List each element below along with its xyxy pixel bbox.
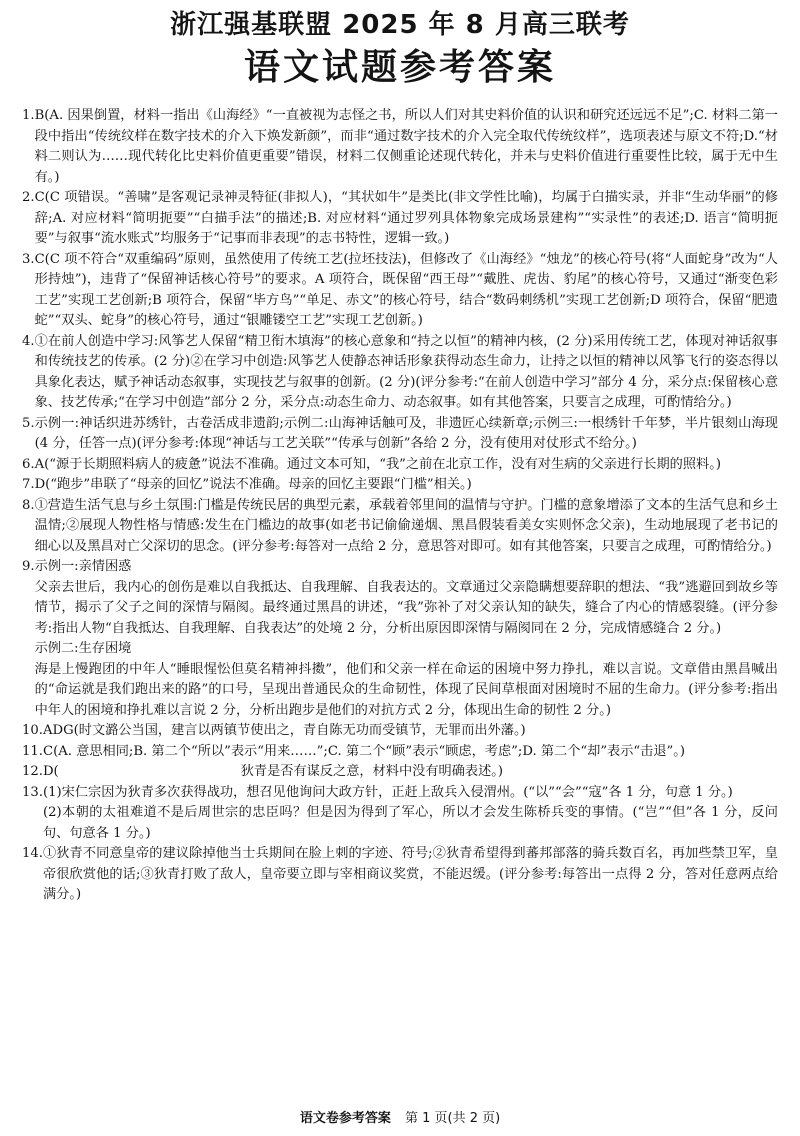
answer-text: ①营造生活气息与乡土氛围:门槛是传统民居的典型元素，承载着邻里间的温情与守护。门槛的意象增添了文本的生活气息和乡土温情;②展现人物性格与情感:发生在门槛边的故事(如老书记偷偷递烟、黑昌假装看美女实则怀念父亲)，生动地展现了老书记的细心以及黑昌对亡父深切的思念。(评分参考:每答对一点给 2 分，意思答对即可。如有其他答案，只要言之成理，可酌情给分。) <box>34 497 778 554</box>
answer-item-5 <box>22 414 778 455</box>
question-number: 10. <box>22 723 43 738</box>
document-title: 语文试题参考答案 <box>243 47 556 88</box>
answer-text: C(A. 意思相同;B. 第二个“所以”表示“用来……”;C. 第二个“顾”表示“顾虑，考虑”;D. 第二个“却”表示“击退”。) <box>42 743 686 759</box>
answer-item-9 <box>22 557 778 721</box>
translation-2: (2)本朝的太祖难道不是后周世宗的忠臣吗？但是因为得到了军心，所以才会发生陈桥兵变的事情。(“岂”“但”各 1 分，反问句、句意各 1 分。) <box>42 805 778 841</box>
answer-choice: D( <box>42 764 59 779</box>
question-number: 13. <box>22 784 43 800</box>
answer-text: ①在前人创造中学习:风筝艺人保留“精卫衔木填海”的核心意象和“持之以恒”的精神内核，(2 分)采用传统工艺，体现对神话叙事和传统技艺的传承。(2 分)②在学习中创造:风筝艺人使静态神话形象获得动态生命力，让持之以恒的精神以风筝飞行的姿态得以具象化表达，赋予神话动态叙事，实现技艺与叙事的创新。(2 分)(评分参考:“在前人创造中学习”部分 4 分，采分点:保留核心意象、技艺传承;“在学习中创造”部分 2 分，采分点:动态生命力、动态叙事。如有其他答案，只要言之成理，可酌情给分。) <box>34 333 778 410</box>
answer-text <box>35 557 778 721</box>
answer-text: 示例一:神话织进苏绣针，古卷活成非遗韵;示例二:山海神话触可及，非遗匠心续新章;示例三:一根绣针千年梦，半片银刻山海现(4 分，任答一点)(评分参考:体现“神话与工艺关联”“传承与创新”各给 2 分，没有使用对仗形式不给分。) <box>34 415 778 451</box>
answer-item-14 <box>22 844 778 906</box>
answer-item-8 <box>22 496 778 558</box>
answer-item-12 <box>22 762 778 783</box>
translation-1: (1)宋仁宗因为狄青多次获得战功，想召见他询问大政方针，正赶上敌兵入侵渭州。(“以”“会”“寇”各 1 分，句意 1 分。) <box>42 784 733 800</box>
exam-title: 浙江强基联盟 2025 年 8 月高三联考 <box>170 10 630 40</box>
question-number: 14. <box>22 846 43 861</box>
answer-item-3 <box>22 250 778 332</box>
answer-explanation: 狄青是否有谋反之意，材料中没有明确表述。) <box>240 764 503 779</box>
answer-text: ADG(时文潞公当国，建言以两镇节使出之，青自陈无功而受镇节，无罪而出外藩。) <box>42 723 526 738</box>
answer-text: A(“源于长期照料病人的疲惫”说法不准确。通过文本可知，“我”之前在北京工作，没有对生病的父亲进行长期的照料。) <box>34 456 721 472</box>
question-number: 8. <box>22 497 35 513</box>
example-heading: 示例一:亲情困惑 <box>34 559 132 574</box>
answer-item-1 <box>22 106 778 188</box>
answer-text: C(C 项不符合“双重编码”原则，虽然使用了传统工艺(拉坯技法)，但修改了《山海经》“烛龙”的核心符号(将“人面蛇身”改为“人形持烛”)，违背了“保留神话核心符号”的要求。A 项符合，既保留“西王母”“戴胜、虎齿、豹尾”的核心符号，又通过“渐变色彩工艺”实现工艺创新;B 项符合，保留“毕方鸟”“单足、赤文”的核心符号，结合“数码刺绣机”实现工艺创新;D 项符合，保留“肥遗蛇”“双头、蛇身”的核心符号，通过“银雕镂空工艺”实现工艺创新。) <box>34 251 778 328</box>
question-number: 5. <box>22 415 35 431</box>
answer-text: ①狄青不同意皇帝的建议除掉他当士兵期间在脸上刺的字迹、符号;②狄青希望得到蕃邦部落的骑兵数百名，再加些禁卫军，皇帝很欣赏他的话;③狄青打败了敌人，皇帝要立即与宰相商议奖赏，不能迟缓。(评分参考:每答出一点得 2 分，答对任意两点给满分。) <box>42 846 778 902</box>
answer-item-7 <box>22 475 778 496</box>
footer-title: 语文卷参考答案 <box>299 1111 391 1126</box>
question-number: 1. <box>22 108 35 123</box>
example-body: 父亲去世后，我内心的创伤是难以自我抵达、自我理解、自我表达的。文章通过父亲隐瞒想要辞职的想法、“我”逃避回到故乡等情节，揭示了父子之间的深情与隔阂。最终通过黑昌的讲述，“我”弥补了对父亲认知的缺失，缝合了内心的情感裂缝。(评分参考:指出人物“自我抵达、自我理解、自我表达”的处境 2 分，分析出原因即深情与隔阂同在 2 分，完成情感缝合 2 分。) <box>34 579 778 636</box>
question-number: 7. <box>22 477 35 492</box>
example-heading: 示例二:生存困境 <box>34 641 132 656</box>
answer-list <box>22 106 778 906</box>
page-number: 第 1 页(共 2 页) <box>404 1111 501 1126</box>
question-number: 9. <box>22 559 35 574</box>
question-number: 12. <box>22 764 43 779</box>
answer-item-4 <box>22 332 778 414</box>
question-number: 11. <box>22 743 43 759</box>
answer-text <box>43 783 778 845</box>
question-number: 3. <box>22 251 35 267</box>
answer-text: D(“跑步”串联了“母亲的回忆”说法不准确。母亲的回忆主要跟“门槛”相关。) <box>34 477 472 492</box>
page-footer <box>0 1107 800 1126</box>
answer-text <box>43 762 778 783</box>
answer-item-2 <box>22 188 778 250</box>
answer-text: B(A. 因果倒置，材料一指出《山海经》“一直被视为志怪之书，所以人们对其史料价值的认识和研究还远远不足”;C. 材料二第一段中指出“传统纹样在数字技术的介入下焕发新颜”，而非“通过数字技术的介入完全取代传统纹样”，选项表述与原文不符;D.“材料二则认为……现代转化比史料价值更重要”错误，材料二仅侧重论述现代转化，并未与史料价值进行重要性比较，属于无中生有。) <box>34 108 778 185</box>
answer-item-6 <box>22 455 778 476</box>
question-number: 6. <box>22 456 35 472</box>
question-number: 4. <box>22 333 35 349</box>
question-number: 2. <box>22 190 35 205</box>
answer-text: C(C 项错误。“善啸”是客观记录神灵特征(非拟人)，“其状如牛”是类比(非文学性比喻)，均属于白描实录，并非“生动华丽”的修辞;A. 对应材料“简明扼要”“白描手法”的描述;B. 对应材料“通过罗列具体物象完成场景建构”“实录性”的表述;D. 语言“简明扼要”与叙事“流水账式”均服务于“记事而非表现”的志书特性，逻辑一致。) <box>34 190 778 246</box>
example-body: 海是上慢跑团的中年人“睡眼惺忪但莫名精神抖擞”，他们和父亲一样在命运的困境中努力挣扎，难以言说。文章借由黑昌喊出的“命运就是我们跑出来的路”的口号，呈现出普通民众的生命韧性，体现了民间草根面对困境时不屈的生命力。(评分参考:指出中年人的困境和挣扎难以言说 2 分，分析出跑步是他们的对抗方式 2 分，体现出生命的韧性 2 分。) <box>34 661 778 718</box>
answer-item-11 <box>22 742 778 763</box>
answer-item-13 <box>22 783 778 845</box>
answer-item-10 <box>22 721 778 742</box>
